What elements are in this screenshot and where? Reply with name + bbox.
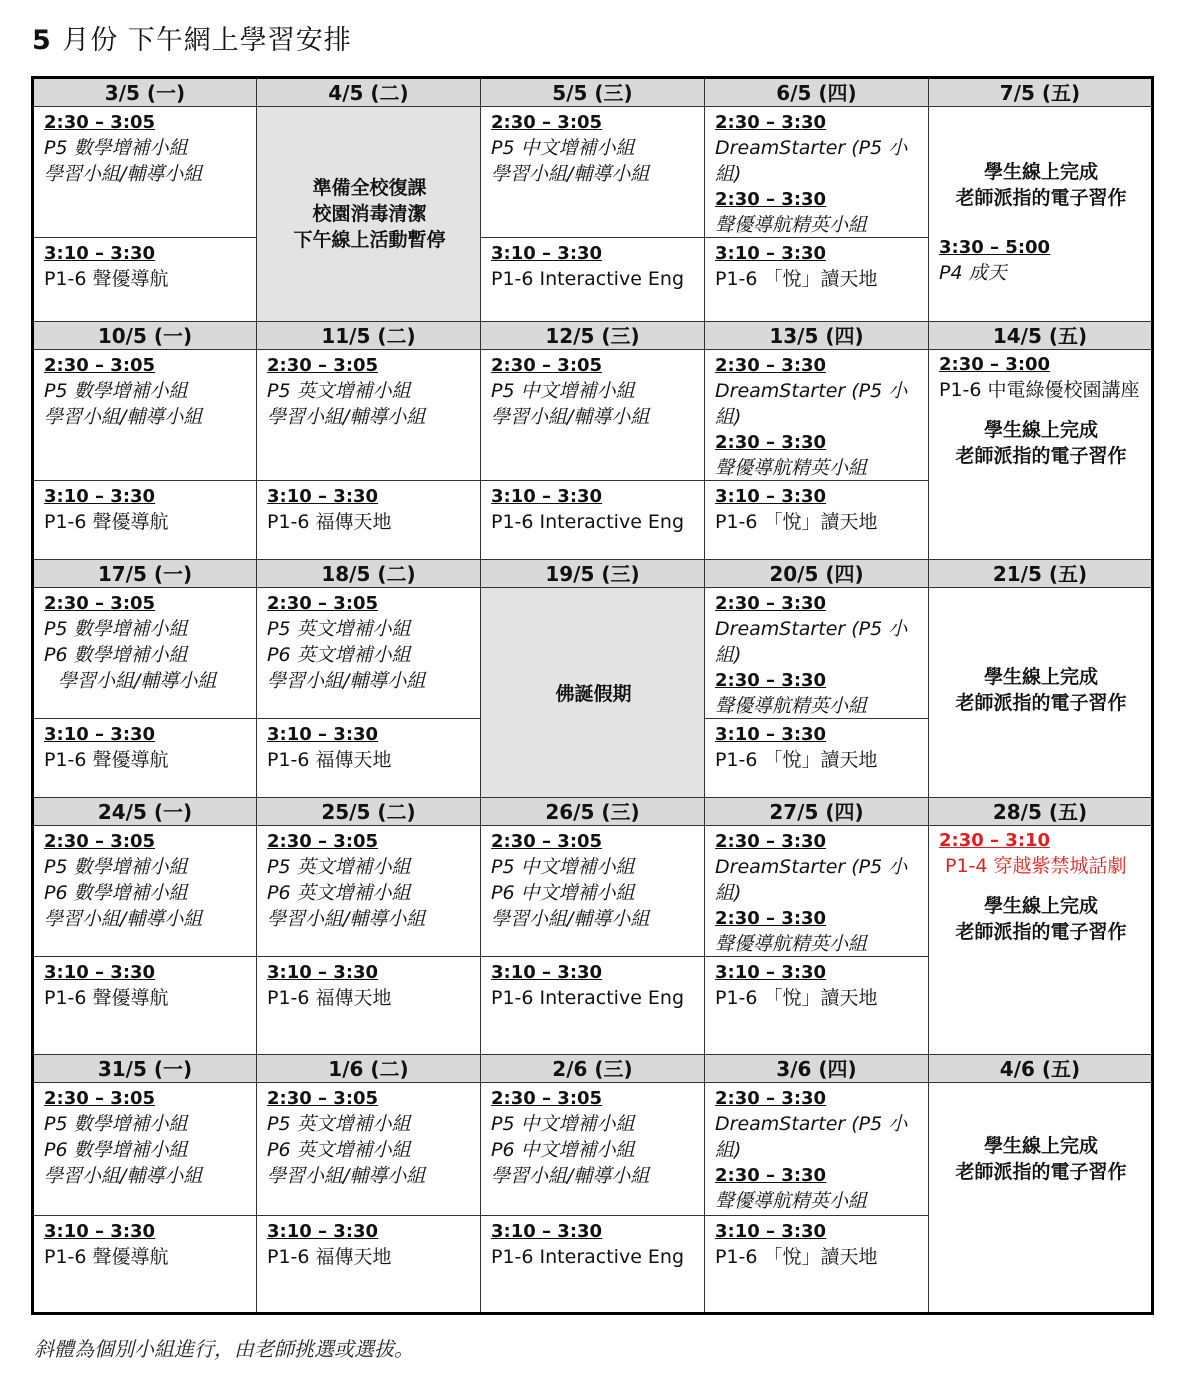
week-row xyxy=(33,826,1153,1055)
week-row xyxy=(33,350,1153,560)
date-header: 10/5 (一) xyxy=(33,322,257,350)
date-header: 4/5 (二) xyxy=(257,78,481,107)
date-header: 6/5 (四) xyxy=(705,78,929,107)
date-header: 2/6 (三) xyxy=(481,1055,705,1083)
day-cell: 2:30 – 3:05 P5 英文增補小組 P6 英文增補小組 學習小組/輔導小組 3:10 – 3:30 P1-6 福傳天地 xyxy=(257,1083,481,1314)
date-header: 4/6 (五) xyxy=(929,1055,1153,1083)
week-row xyxy=(33,107,1153,322)
week-row xyxy=(33,1083,1153,1314)
friday-cell: 2:30 – 3:00 P1-6 中電綠優校園講座 學生線上完成 老師派指的電子習作 xyxy=(929,350,1153,560)
date-header: 19/5 (三) xyxy=(481,560,705,588)
footnote: 斜體為個別小組進行，由老師挑選或選拔。 xyxy=(34,1337,414,1361)
friday-cell: 2:30 – 3:10 P1-4 穿越紫禁城話劇 學生線上完成 老師派指的電子習作 xyxy=(929,826,1153,1055)
date-header: 13/5 (四) xyxy=(705,322,929,350)
date-header: 12/5 (三) xyxy=(481,322,705,350)
date-header: 28/5 (五) xyxy=(929,798,1153,826)
date-header: 11/5 (二) xyxy=(257,322,481,350)
week-row xyxy=(33,588,1153,798)
date-header: 7/5 (五) xyxy=(929,78,1153,107)
date-header: 3/5 (一) xyxy=(33,78,257,107)
day-cell: 2:30 – 3:05 P5 中文增補小組 P6 中文增補小組 學習小組/輔導小組 3:10 – 3:30 P1-6 Interactive Eng xyxy=(481,826,705,1055)
day-cell: 2:30 – 3:05 P5 中文增補小組 學習小組/輔導小組 3:10 – 3:30 P1-6 Interactive Eng xyxy=(481,107,705,322)
date-header: 26/5 (三) xyxy=(481,798,705,826)
day-cell: 2:30 – 3:05 P5 英文增補小組 P6 英文增補小組 學習小組/輔導小組 3:10 – 3:30 P1-6 福傳天地 xyxy=(257,826,481,1055)
day-cell: 2:30 – 3:05 P5 中文增補小組 P6 中文增補小組 學習小組/輔導小組 3:10 – 3:30 P1-6 Interactive Eng xyxy=(481,1083,705,1314)
day-cell: 2:30 – 3:30 DreamStarter (P5 小組) 2:30 – 3:30 聲優導航精英小組 3:10 – 3:30 P1-6 「悅」讀天地 xyxy=(705,826,929,1055)
closure-cell: 準備全校復課 校園消毒清潔 下午線上活動暫停 xyxy=(257,107,481,322)
date-header: 1/6 (二) xyxy=(257,1055,481,1083)
date-header: 14/5 (五) xyxy=(929,322,1153,350)
day-cell: 2:30 – 3:30 DreamStarter (P5 小組) 2:30 – 3:30 聲優導航精英小組 3:10 – 3:30 P1-6 「悅」讀天地 xyxy=(705,588,929,798)
date-header: 5/5 (三) xyxy=(481,78,705,107)
day-cell: 2:30 – 3:05 P5 數學增補小組 P6 數學增補小組 學習小組/輔導小組 3:10 – 3:30 P1-6 聲優導航 xyxy=(33,826,257,1055)
date-header: 3/6 (四) xyxy=(705,1055,929,1083)
day-cell: 2:30 – 3:05 P5 中文增補小組 學習小組/輔導小組 3:10 – 3:30 P1-6 Interactive Eng xyxy=(481,350,705,560)
date-header: 20/5 (四) xyxy=(705,560,929,588)
day-cell: 2:30 – 3:30 DreamStarter (P5 小組) 2:30 – 3:30 聲優導航精英小組 3:10 – 3:30 P1-6 「悅」讀天地 xyxy=(705,107,929,322)
friday-cell: 學生線上完成 老師派指的電子習作 xyxy=(929,588,1153,798)
day-cell: 2:30 – 3:05 P5 英文增補小組 學習小組/輔導小組 3:10 – 3:30 P1-6 福傳天地 xyxy=(257,350,481,560)
week-header-row xyxy=(33,560,1153,588)
day-cell: 2:30 – 3:05 P5 數學增補小組 學習小組/輔導小組 3:10 – 3:30 P1-6 聲優導航 xyxy=(33,107,257,322)
week-header-row xyxy=(33,322,1153,350)
week-header-row xyxy=(33,1055,1153,1083)
page-title: 5 月份 下午網上學習安排 xyxy=(32,25,352,56)
date-header: 17/5 (一) xyxy=(33,560,257,588)
schedule-table xyxy=(31,76,1154,1315)
day-cell: 2:30 – 3:05 P5 數學增補小組 學習小組/輔導小組 3:10 – 3:30 P1-6 聲優導航 xyxy=(33,350,257,560)
day-cell: 2:30 – 3:30 DreamStarter (P5 小組) 2:30 – 3:30 聲優導航精英小組 3:10 – 3:30 P1-6 「悅」讀天地 xyxy=(705,350,929,560)
day-cell: 2:30 – 3:05 P5 數學增補小組 P6 數學增補小組 學習小組/輔導小組 3:10 – 3:30 P1-6 聲優導航 xyxy=(33,588,257,798)
date-header: 27/5 (四) xyxy=(705,798,929,826)
date-header: 31/5 (一) xyxy=(33,1055,257,1083)
day-cell: 2:30 – 3:30 DreamStarter (P5 小組) 2:30 – 3:30 聲優導航精英小組 3:10 – 3:30 P1-6 「悅」讀天地 xyxy=(705,1083,929,1314)
week-header-row xyxy=(33,78,1153,107)
date-header: 24/5 (一) xyxy=(33,798,257,826)
day-cell: 2:30 – 3:05 P5 英文增補小組 P6 英文增補小組 學習小組/輔導小組 3:10 – 3:30 P1-6 福傳天地 xyxy=(257,588,481,798)
friday-cell: 學生線上完成 老師派指的電子習作 xyxy=(929,1083,1153,1314)
date-header: 21/5 (五) xyxy=(929,560,1153,588)
day-cell: 2:30 – 3:05 P5 數學增補小組 P6 數學增補小組 學習小組/輔導小組 3:10 – 3:30 P1-6 聲優導航 xyxy=(33,1083,257,1314)
week-header-row xyxy=(33,798,1153,826)
date-header: 25/5 (二) xyxy=(257,798,481,826)
holiday-cell: 佛誕假期 xyxy=(481,588,705,798)
friday-cell: 學生線上完成 老師派指的電子習作 3:30 – 5:00 P4 成天 xyxy=(929,107,1153,322)
date-header: 18/5 (二) xyxy=(257,560,481,588)
